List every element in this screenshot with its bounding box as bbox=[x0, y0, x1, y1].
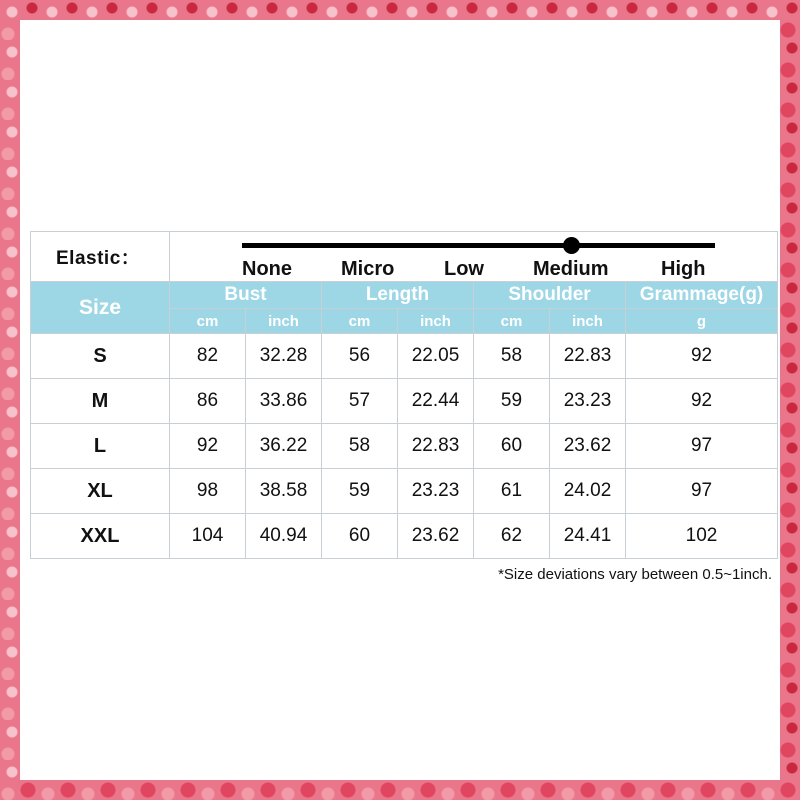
length-inch-cell: 22.44 bbox=[398, 379, 474, 424]
level-medium: Medium bbox=[533, 258, 609, 280]
elasticity-scale bbox=[170, 232, 778, 282]
bust-inch-cell: 40.94 bbox=[246, 514, 322, 559]
length-cm-cell: 60 bbox=[322, 514, 398, 559]
shoulder-inch-cell: 23.62 bbox=[550, 424, 626, 469]
shoulder-cm-cell: 61 bbox=[474, 469, 550, 514]
unit-cm: cm bbox=[322, 309, 398, 334]
size-cell: M bbox=[31, 379, 170, 424]
bust-cm-cell: 86 bbox=[170, 379, 246, 424]
length-inch-cell: 23.62 bbox=[398, 514, 474, 559]
level-micro: Micro bbox=[341, 258, 395, 280]
unit-cm: cm bbox=[170, 309, 246, 334]
bust-inch-cell: 36.22 bbox=[246, 424, 322, 469]
table-row bbox=[31, 379, 778, 424]
table-row bbox=[31, 469, 778, 514]
grammage-cell: 102 bbox=[626, 514, 778, 559]
shoulder-inch-cell: 24.41 bbox=[550, 514, 626, 559]
shoulder-cm-cell: 60 bbox=[474, 424, 550, 469]
length-cm-cell: 58 bbox=[322, 424, 398, 469]
elasticity-scale-line bbox=[242, 243, 715, 248]
header-grammage: Grammage(g) bbox=[626, 282, 778, 309]
level-high: High bbox=[661, 258, 706, 280]
shoulder-inch-cell: 24.02 bbox=[550, 469, 626, 514]
elasticity-levels bbox=[170, 258, 777, 280]
shoulder-inch-cell: 23.23 bbox=[550, 379, 626, 424]
size-cell: XL bbox=[31, 469, 170, 514]
elasticity-marker bbox=[563, 237, 580, 254]
grammage-cell: 97 bbox=[626, 424, 778, 469]
header-shoulder: Shoulder bbox=[474, 282, 626, 309]
length-cm-cell: 56 bbox=[322, 334, 398, 379]
unit-inch: inch bbox=[550, 309, 626, 334]
table-row bbox=[31, 334, 778, 379]
bust-cm-cell: 98 bbox=[170, 469, 246, 514]
elastic-label: Elastic： bbox=[31, 232, 170, 282]
header-row-main bbox=[31, 282, 778, 309]
size-cell: L bbox=[31, 424, 170, 469]
header-bust: Bust bbox=[170, 282, 322, 309]
table-row bbox=[31, 424, 778, 469]
unit-inch: inch bbox=[398, 309, 474, 334]
level-none: None bbox=[242, 258, 292, 280]
length-inch-cell: 22.83 bbox=[398, 424, 474, 469]
shoulder-inch-cell: 22.83 bbox=[550, 334, 626, 379]
length-inch-cell: 23.23 bbox=[398, 469, 474, 514]
level-low: Low bbox=[444, 258, 484, 280]
length-inch-cell: 22.05 bbox=[398, 334, 474, 379]
size-cell: S bbox=[31, 334, 170, 379]
table-row bbox=[31, 514, 778, 559]
unit-g: g bbox=[626, 309, 778, 334]
size-chart-table bbox=[30, 231, 778, 559]
length-cm-cell: 57 bbox=[322, 379, 398, 424]
size-deviation-note: *Size deviations vary between 0.5~1inch. bbox=[498, 566, 772, 583]
grammage-cell: 92 bbox=[626, 379, 778, 424]
bust-inch-cell: 33.86 bbox=[246, 379, 322, 424]
grammage-cell: 97 bbox=[626, 469, 778, 514]
bust-cm-cell: 82 bbox=[170, 334, 246, 379]
bust-inch-cell: 38.58 bbox=[246, 469, 322, 514]
bust-cm-cell: 92 bbox=[170, 424, 246, 469]
header-length: Length bbox=[322, 282, 474, 309]
size-cell: XXL bbox=[31, 514, 170, 559]
grammage-cell: 92 bbox=[626, 334, 778, 379]
header-size: Size bbox=[31, 282, 170, 334]
shoulder-cm-cell: 62 bbox=[474, 514, 550, 559]
unit-inch: inch bbox=[246, 309, 322, 334]
length-cm-cell: 59 bbox=[322, 469, 398, 514]
unit-cm: cm bbox=[474, 309, 550, 334]
shoulder-cm-cell: 59 bbox=[474, 379, 550, 424]
bust-cm-cell: 104 bbox=[170, 514, 246, 559]
shoulder-cm-cell: 58 bbox=[474, 334, 550, 379]
bust-inch-cell: 32.28 bbox=[246, 334, 322, 379]
elastic-row bbox=[31, 232, 778, 282]
